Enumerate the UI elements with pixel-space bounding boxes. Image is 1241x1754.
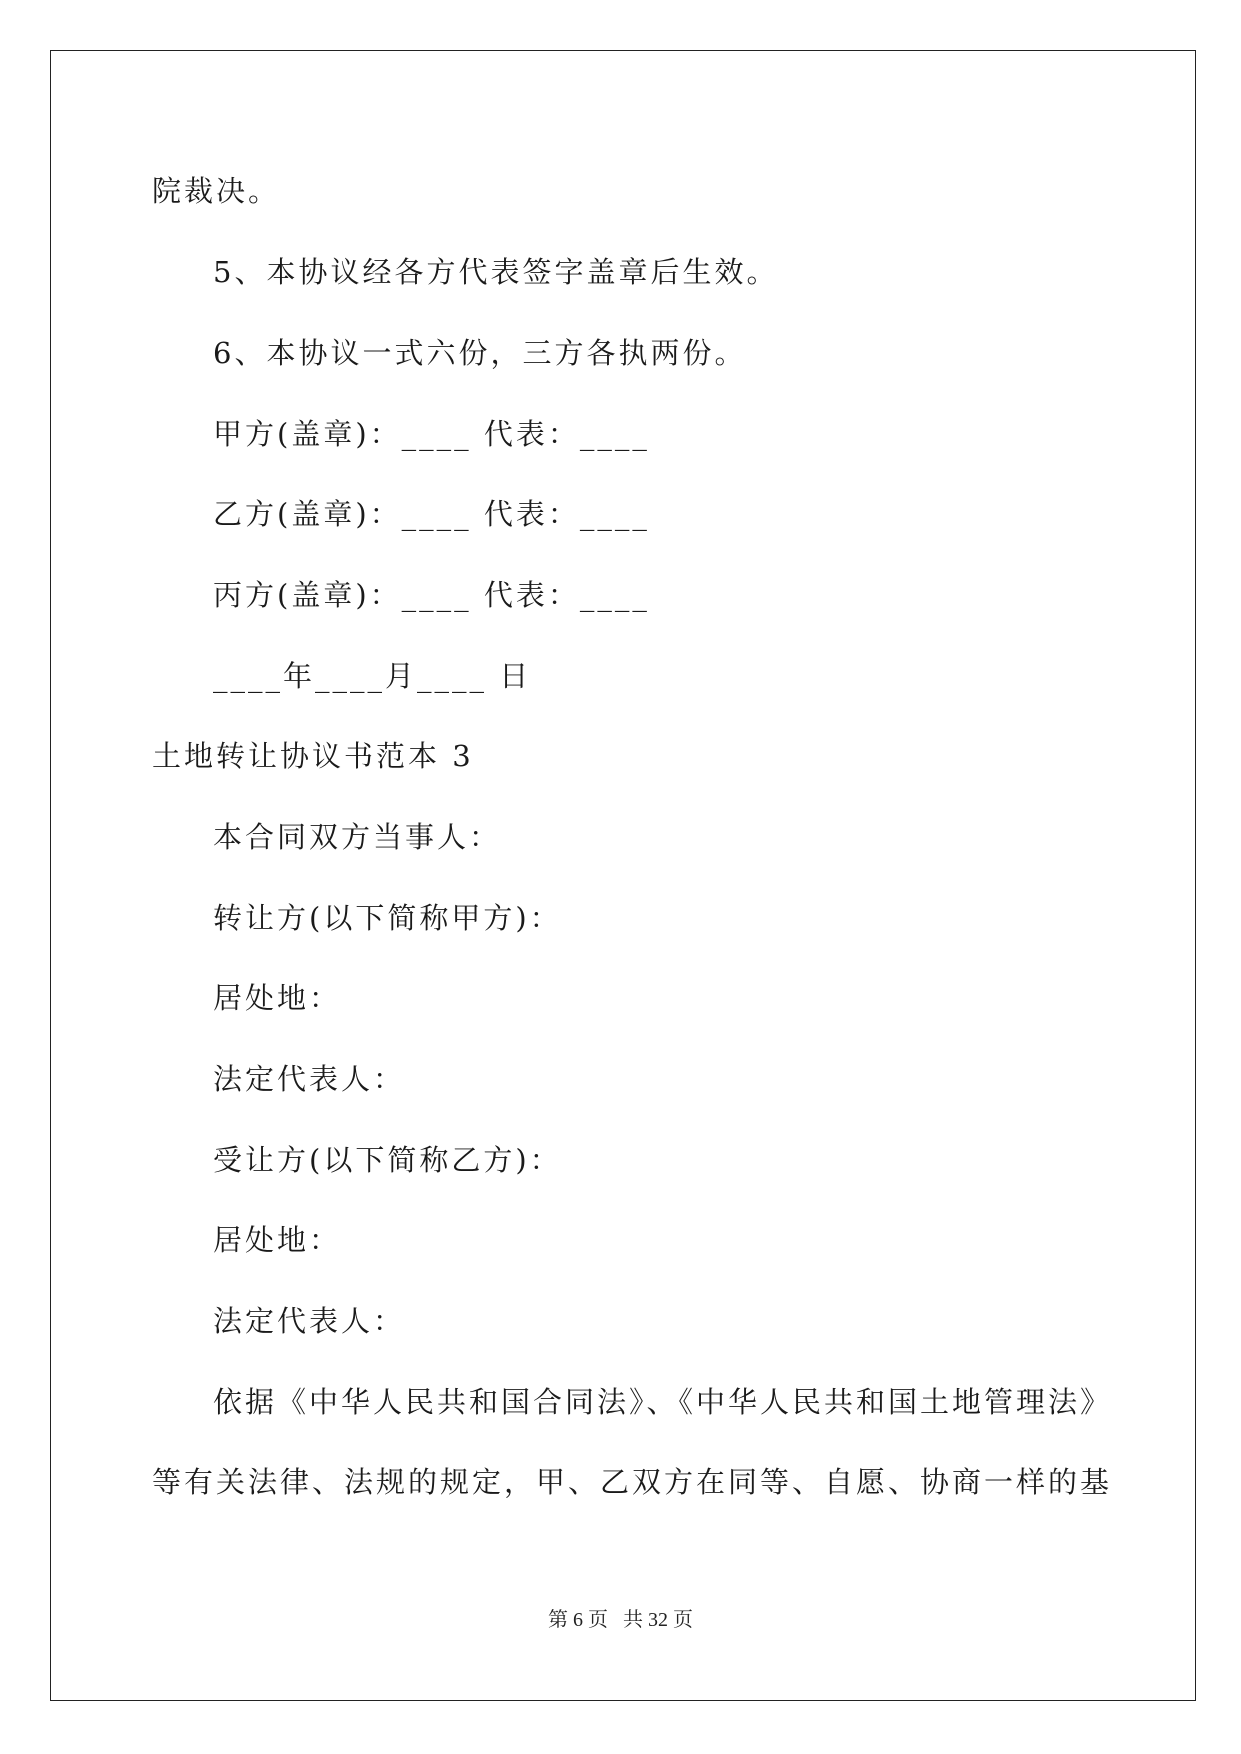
party-c-signature-line: 丙方(盖章)：____ 代表：____ xyxy=(213,578,650,612)
clause-5: 5、本协议经各方代表签字盖章后生效。 xyxy=(213,255,779,289)
page-number-footer: 第 6 页 共 32 页 xyxy=(548,1609,693,1631)
party-a-signature-line: 甲方(盖章)：____ 代表：____ xyxy=(213,417,650,451)
legal-basis-paragraph-line-2: 等有关法律、法规的规定，甲、乙双方在同等、自愿、协商一样的基 xyxy=(152,1465,1113,1499)
section-heading: 土地转让协议书范本 3 xyxy=(152,739,474,773)
transferee-representative-label: 法定代表人： xyxy=(213,1304,406,1338)
transferor-label: 转让方(以下简称甲方)： xyxy=(213,901,562,935)
text-line-1: 院裁决。 xyxy=(152,174,281,208)
parties-intro: 本合同双方当事人： xyxy=(213,820,502,854)
transferee-label: 受让方(以下简称乙方)： xyxy=(213,1143,562,1177)
date-line: ____年____月____ 日 xyxy=(213,659,532,693)
transferee-address-label: 居处地： xyxy=(213,1223,342,1257)
transferor-representative-label: 法定代表人： xyxy=(213,1062,406,1096)
clause-6: 6、本协议一式六份，三方各执两份。 xyxy=(213,336,747,370)
party-b-signature-line: 乙方(盖章)：____ 代表：____ xyxy=(213,497,650,531)
page-frame xyxy=(50,50,1196,1701)
transferor-address-label: 居处地： xyxy=(213,981,342,1015)
legal-basis-paragraph-line-1: 依据《中华人民共和国合同法》、《中华人民共和国土地管理法》 xyxy=(213,1385,1113,1419)
